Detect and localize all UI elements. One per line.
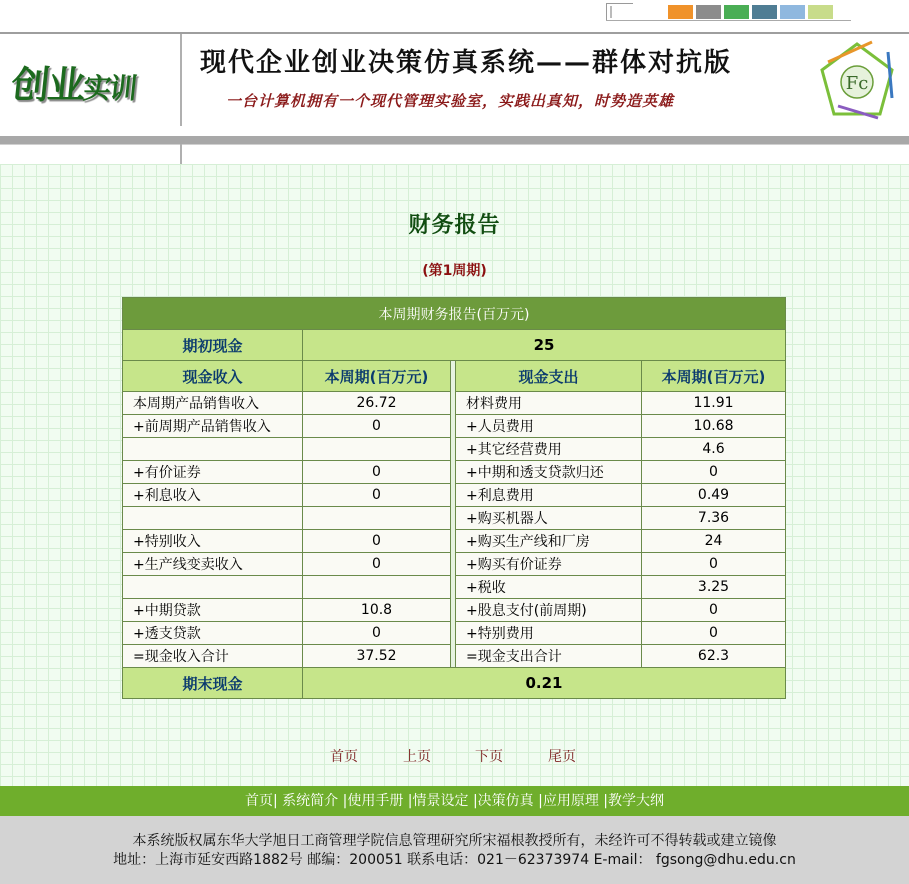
skin-swatch-green[interactable] — [724, 5, 749, 19]
nav-home[interactable]: 首页 — [244, 793, 273, 809]
nav-scenario[interactable]: 情景设定 — [412, 793, 469, 809]
skin-tab[interactable] — [606, 3, 633, 21]
footer-contact: 地址：上海市延安西路1882号 邮编：200051 联系电话：021－62373974 E-mail： fgsong@dhu.edu.cn — [113, 852, 796, 868]
opening-cash-label: 期初现金 — [123, 330, 303, 361]
income-item-value — [303, 438, 451, 461]
expense-item-value: 24 — [642, 530, 786, 553]
closing-cash-value: 0.21 — [303, 668, 786, 699]
income-item-value — [303, 507, 451, 530]
footer-copyright: 本系统版权属东华大学旭日工商管理学院信息管理研究所宋福根教授所有，未经许可不得转载或建立镜像 — [132, 833, 777, 849]
closing-cash-label: 期末现金 — [123, 668, 303, 699]
period-label: (第1周期) — [422, 263, 487, 279]
nav-syllabus[interactable]: 教学大纲 — [608, 793, 665, 809]
nav-intro[interactable]: 系统简介 — [282, 793, 339, 809]
income-item-label: +中期贷款 — [123, 599, 303, 622]
table-row — [123, 576, 786, 599]
expense-header: 现金支出 — [456, 361, 642, 392]
pager-last-link[interactable]: 尾页 — [548, 749, 576, 765]
main-content — [0, 164, 909, 786]
fc-logo-text: Fc — [845, 73, 869, 94]
logo-small-text: 实训 — [81, 72, 138, 105]
logo[interactable] — [9, 54, 139, 109]
table-row — [123, 599, 786, 622]
table-row — [123, 622, 786, 645]
system-title: 现代企业创业决策仿真系统——群体对抗版 — [200, 48, 733, 78]
table-row — [123, 438, 786, 461]
income-item-value: 0 — [303, 553, 451, 576]
expense-item-value: 62.3 — [642, 645, 786, 668]
expense-item-label: +税收 — [456, 576, 642, 599]
table-row — [123, 507, 786, 530]
table-row — [123, 461, 786, 484]
financial-report-table — [122, 297, 786, 699]
nav-manual[interactable]: 使用手册 — [347, 793, 404, 809]
nav-simulation[interactable]: 决策仿真 — [477, 793, 534, 809]
sub-bar-stripe — [0, 136, 909, 144]
skin-swatch-blue[interactable] — [780, 5, 805, 19]
report-rows — [123, 392, 786, 668]
report-caption: 本周期财务报告(百万元) — [123, 298, 786, 330]
table-row — [123, 415, 786, 438]
expense-item-value: 3.25 — [642, 576, 786, 599]
income-item-value: 10.8 — [303, 599, 451, 622]
expense-item-label: +利息费用 — [456, 484, 642, 507]
expense-item-label: =现金支出合计 — [456, 645, 642, 668]
expense-item-value: 0.49 — [642, 484, 786, 507]
expense-item-value: 0 — [642, 622, 786, 645]
pager-prev-link[interactable]: 上页 — [403, 749, 431, 765]
skin-underline — [606, 20, 851, 21]
income-item-value: 0 — [303, 484, 451, 507]
expense-item-label: +特别费用 — [456, 622, 642, 645]
income-item-label: +前周期产品销售收入 — [123, 415, 303, 438]
skin-swatch-slate[interactable] — [752, 5, 777, 19]
income-item-label — [123, 576, 303, 599]
income-item-value: 0 — [303, 461, 451, 484]
table-row — [123, 484, 786, 507]
income-item-value: 0 — [303, 622, 451, 645]
income-item-value — [303, 576, 451, 599]
logo-main-text: 创业 — [9, 62, 87, 107]
skin-swatch-lime[interactable] — [808, 5, 833, 19]
expense-item-value: 0 — [642, 599, 786, 622]
income-period-header: 本周期(百万元) — [303, 361, 451, 392]
system-slogan: 一台计算机拥有一个现代管理实验室，实践出真知，时势造英雄 — [226, 92, 675, 110]
expense-item-value: 0 — [642, 553, 786, 576]
opening-cash-value: 25 — [303, 330, 786, 361]
income-item-label: =现金收入合计 — [123, 645, 303, 668]
income-item-label: +透支贷款 — [123, 622, 303, 645]
income-item-label — [123, 507, 303, 530]
income-item-value: 0 — [303, 530, 451, 553]
income-item-label: 本周期产品销售收入 — [123, 392, 303, 415]
pager-next-link[interactable]: 下页 — [475, 749, 503, 765]
page-title: 财务报告 — [408, 212, 501, 238]
skin-swatch-gray[interactable] — [696, 5, 721, 19]
income-item-value: 37.52 — [303, 645, 451, 668]
income-item-label: +特别收入 — [123, 530, 303, 553]
sub-bar — [0, 130, 909, 164]
sub-bar-divider — [180, 144, 182, 164]
expense-item-value: 0 — [642, 461, 786, 484]
expense-item-label: +股息支付(前周期) — [456, 599, 642, 622]
fc-logo-icon — [818, 40, 896, 120]
bottom-nav: 首页| 系统简介 |使用手册 |情景设定 |决策仿真 |应用原理 |教学大纲 — [0, 786, 909, 816]
pager-first-link[interactable]: 首页 — [330, 749, 358, 765]
skin-swatch-orange[interactable] — [668, 5, 693, 19]
expense-item-label: +其它经营费用 — [456, 438, 642, 461]
banner — [0, 32, 909, 132]
income-header: 现金收入 — [123, 361, 303, 392]
income-item-value: 0 — [303, 415, 451, 438]
income-item-value: 26.72 — [303, 392, 451, 415]
income-item-label — [123, 438, 303, 461]
expense-item-label: +购买生产线和厂房 — [456, 530, 642, 553]
expense-item-label: +购买有价证券 — [456, 553, 642, 576]
expense-item-value: 4.6 — [642, 438, 786, 461]
income-item-label: +生产线变卖收入 — [123, 553, 303, 576]
table-row — [123, 645, 786, 668]
table-row — [123, 530, 786, 553]
expense-item-value: 11.91 — [642, 392, 786, 415]
expense-item-label: +人员费用 — [456, 415, 642, 438]
income-item-label: +利息收入 — [123, 484, 303, 507]
footer — [0, 816, 909, 884]
expense-period-header: 本周期(百万元) — [642, 361, 786, 392]
expense-item-value: 10.68 — [642, 415, 786, 438]
expense-item-label: +中期和透支贷款归还 — [456, 461, 642, 484]
income-item-label: +有价证券 — [123, 461, 303, 484]
nav-principles[interactable]: 应用原理 — [542, 793, 599, 809]
pager — [0, 746, 909, 766]
skin-bar — [0, 0, 909, 32]
table-row — [123, 392, 786, 415]
sub-bar-line — [0, 144, 909, 145]
table-row — [123, 553, 786, 576]
expense-item-label: +购买机器人 — [456, 507, 642, 530]
expense-item-label: 材料费用 — [456, 392, 642, 415]
logo-box — [0, 34, 182, 126]
expense-item-value: 7.36 — [642, 507, 786, 530]
